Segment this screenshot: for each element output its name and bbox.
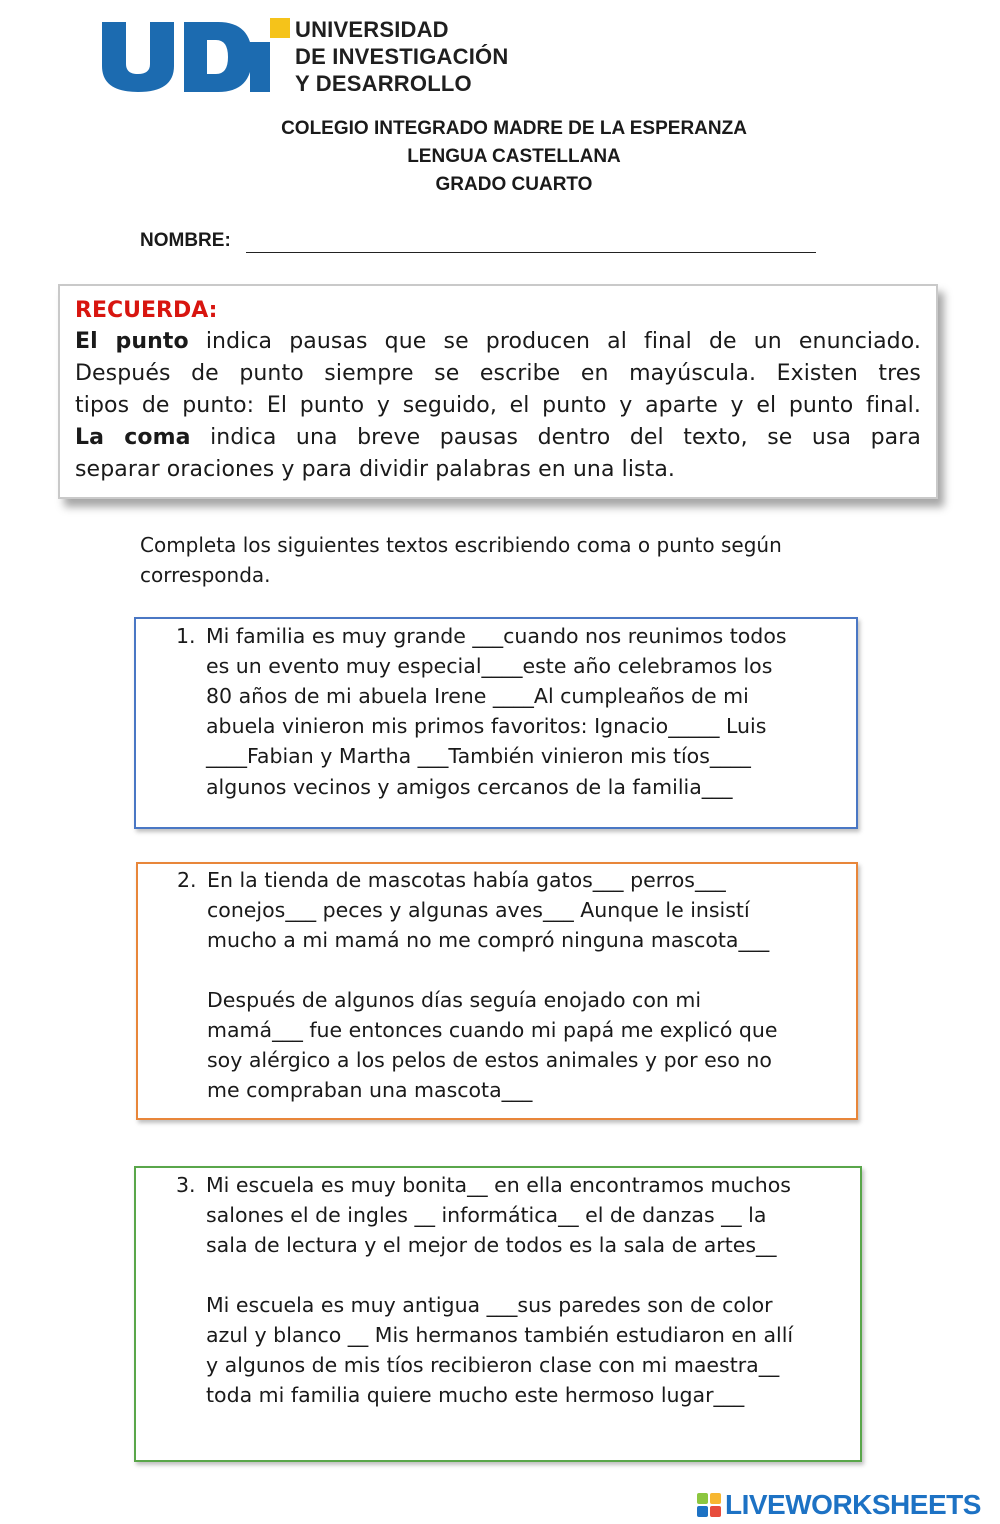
exercise-1-line[interactable]: ____Fabian y Martha ___También vinieron mis tíos____	[206, 744, 751, 768]
recuerda-line-1-text: indica pausas que se producen al final de un enunciado.	[188, 329, 922, 354]
exercise-2-line[interactable]: Después de algunos días seguía enojado con mi	[207, 988, 702, 1012]
liveworksheets-logo	[697, 1489, 997, 1520]
name-input-line[interactable]	[246, 252, 816, 253]
exercise-2-line[interactable]: soy alérgico a los pelos de estos animales y por eso no	[207, 1048, 772, 1072]
recuerda-line-4-text: indica una breve pausas dentro del texto, se usa para	[190, 425, 921, 450]
exercise-3-line[interactable]: y algunos de mis tíos recibieron clase con mi maestra__	[206, 1353, 780, 1377]
exercise-1-line[interactable]: algunos vecinos y amigos cercanos de la familia___	[206, 775, 733, 799]
recuerda-line-5: separar oraciones y para dividir palabras en una lista.	[75, 457, 676, 482]
logo-line-2: DE INVESTIGACIÓN	[295, 44, 509, 69]
exercise-2-line[interactable]: conejos___ peces y algunas aves___ Aunque le insistí	[207, 898, 750, 922]
logo-line-1: UNIVERSIDAD	[295, 17, 449, 42]
exercise-3-number: 3.	[176, 1173, 196, 1197]
school-name: COLEGIO INTEGRADO MADRE DE LA ESPERANZA	[281, 118, 747, 139]
exercise-2-line[interactable]: mamá___ fue entonces cuando mi papá me explicó que	[207, 1018, 778, 1042]
exercise-1-line[interactable]: 80 años de mi abuela Irene ____Al cumpleaños de mi	[206, 684, 749, 708]
university-logo	[100, 14, 530, 94]
exercise-3-line[interactable]: azul y blanco __ Mis hermanos también estudiaron en allí	[206, 1323, 794, 1347]
logo-line-3: Y DESARROLLO	[295, 71, 472, 96]
coma-term: La coma	[75, 425, 191, 450]
exercise-3-line[interactable]: toda mi familia quiere mucho este hermoso lugar___	[206, 1383, 745, 1407]
liveworksheets-icon	[697, 1493, 723, 1517]
exercise-2-line[interactable]: mucho a mi mamá no me compró ninguna mascota___	[207, 928, 770, 952]
recuerda-line-3: tipos de punto: El punto y seguido, el punto y aparte y el punto final.	[75, 393, 921, 418]
punto-term: El punto	[75, 329, 189, 354]
exercise-3-line[interactable]: Mi escuela es muy bonita__ en ella encontramos muchos	[206, 1173, 791, 1197]
exercise-1-line[interactable]: es un evento muy especial____este año celebramos los	[206, 654, 773, 678]
recuerda-line-1	[75, 326, 921, 358]
instructions-line-1: Completa los siguientes textos escribiendo coma o punto según	[140, 533, 782, 557]
recuerda-line-4	[75, 422, 921, 454]
exercise-2-line[interactable]: me compraban una mascota___	[207, 1078, 533, 1102]
logo-wordmark	[295, 16, 508, 97]
exercise-3-line[interactable]: salones el de ingles __ informática__ el de danzas __ la	[206, 1203, 767, 1227]
grade-name: GRADO CUARTO	[435, 174, 593, 195]
exercise-2-line[interactable]: En la tienda de mascotas había gatos___ perros___	[207, 868, 726, 892]
exercise-1-line[interactable]: abuela vinieron mis primos favoritos: Ignacio_____ Luis	[206, 714, 767, 738]
exercise-1-number: 1.	[176, 624, 196, 648]
liveworksheets-wordmark: LIVEWORKSHEETS	[725, 1489, 981, 1520]
recuerda-line-2: Después de punto siempre se escribe en mayúscula. Existen tres	[75, 361, 921, 386]
recuerda-title: RECUERDA:	[75, 298, 218, 323]
exercise-3-line[interactable]: sala de lectura y el mejor de todos es la sala de artes__	[206, 1233, 777, 1257]
instructions	[140, 530, 900, 590]
name-label: NOMBRE:	[140, 230, 231, 251]
exercise-3-line[interactable]: Mi escuela es muy antigua ___sus paredes son de color	[206, 1293, 773, 1317]
instructions-line-2: corresponda.	[140, 563, 271, 587]
exercise-1-line[interactable]: Mi familia es muy grande ___cuando nos reunimos todos	[206, 624, 787, 648]
recuerda-box	[58, 284, 938, 499]
exercise-2-number: 2.	[177, 868, 197, 892]
subject-name: LENGUA CASTELLANA	[407, 146, 621, 167]
udi-logo-mark	[100, 14, 290, 94]
